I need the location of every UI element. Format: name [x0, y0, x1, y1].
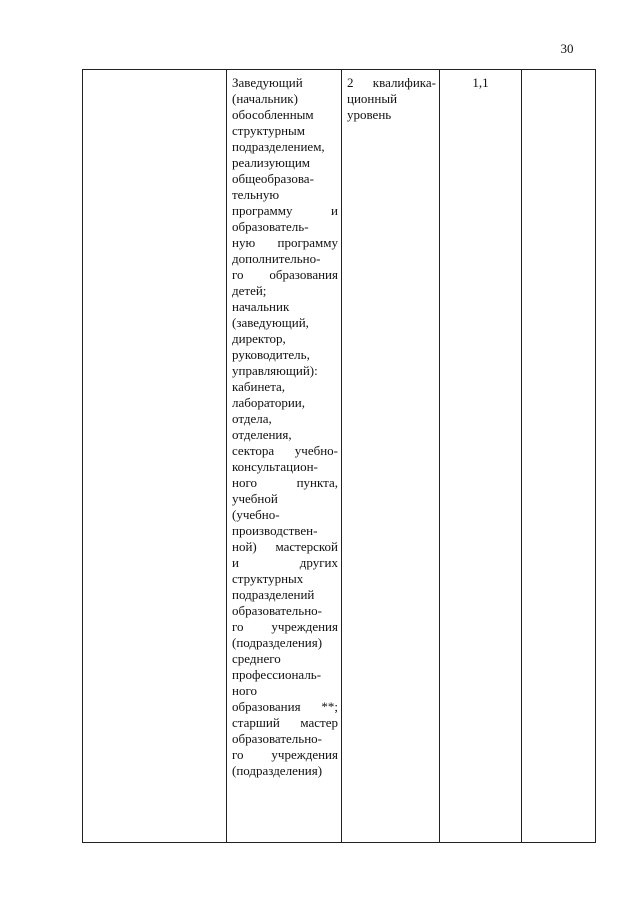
position-title-line: го учреждения [232, 619, 338, 634]
position-title-line: управляющий): [232, 363, 318, 378]
page-number: 30 [560, 41, 574, 56]
position-title-line: среднего [232, 651, 281, 666]
position-title-line: ного [232, 683, 257, 698]
position-title-line: (заведующий, [232, 315, 309, 330]
position-title-cell [227, 70, 342, 843]
position-title-line: го учреждения [232, 747, 338, 762]
position-title-line: (начальник) [232, 91, 298, 106]
qualification-level-line: уровень [347, 107, 392, 122]
coefficient-cell [440, 70, 522, 843]
position-title-line: консультацион- [232, 459, 318, 474]
position-title-line: ной) мастерской [232, 539, 338, 554]
qualification-table [82, 69, 596, 843]
position-title-line: кабинета, [232, 379, 286, 394]
position-title-line: подразделений [232, 587, 315, 602]
position-title-line: (подразделения) [232, 763, 323, 778]
position-title-line: подразделением, [232, 139, 325, 154]
qualification-level-line: ционный [347, 91, 398, 106]
position-title-line: образователь- [232, 219, 309, 234]
position-title-line: общеобразова- [232, 171, 314, 186]
position-title-line: сектора учебно- [232, 443, 338, 458]
position-title-line: образовательно- [232, 603, 322, 618]
position-title-line: образования **; [232, 699, 338, 714]
position-title-line: отдела, [232, 411, 272, 426]
position-title-line: и других [232, 555, 338, 570]
position-title-line: руководитель, [232, 347, 310, 362]
position-title-text [232, 75, 338, 779]
qualification-level-text [347, 75, 436, 123]
position-title-line: обособленным [232, 107, 314, 122]
position-title-line: ную программу [232, 235, 338, 250]
position-title-line: программу и [232, 203, 338, 218]
position-title-line: го образования [232, 267, 338, 282]
empty-cell [522, 70, 596, 843]
position-title-line: старший мастер [232, 715, 338, 730]
position-title-line: структурных [232, 571, 304, 586]
table-row [83, 70, 596, 843]
position-title-line: учебной [232, 491, 278, 506]
coefficient-value: 1,1 [472, 75, 489, 90]
position-title-line: начальник [232, 299, 290, 314]
position-title-line: лаборатории, [232, 395, 305, 410]
position-title-line: образовательно- [232, 731, 322, 746]
position-title-line: дополнительно- [232, 251, 321, 266]
qualification-level-cell [342, 70, 440, 843]
position-title-line: производствен- [232, 523, 318, 538]
position-title-line: (подразделения) [232, 635, 323, 650]
group-cell [83, 70, 227, 843]
position-title-line: структурным [232, 123, 306, 138]
position-title-line: отделения, [232, 427, 292, 442]
position-title-line: Заведующий [232, 75, 303, 90]
qualification-level-line: 2 квалифика- [347, 75, 436, 90]
position-title-line: реализующим [232, 155, 311, 170]
position-title-line: профессиональ- [232, 667, 322, 682]
position-title-line: директор, [232, 331, 286, 346]
position-title-line: (учебно- [232, 507, 280, 522]
position-title-line: детей; [232, 283, 267, 298]
position-title-line: ного пункта, [232, 475, 338, 490]
position-title-line: тельную [232, 187, 280, 202]
